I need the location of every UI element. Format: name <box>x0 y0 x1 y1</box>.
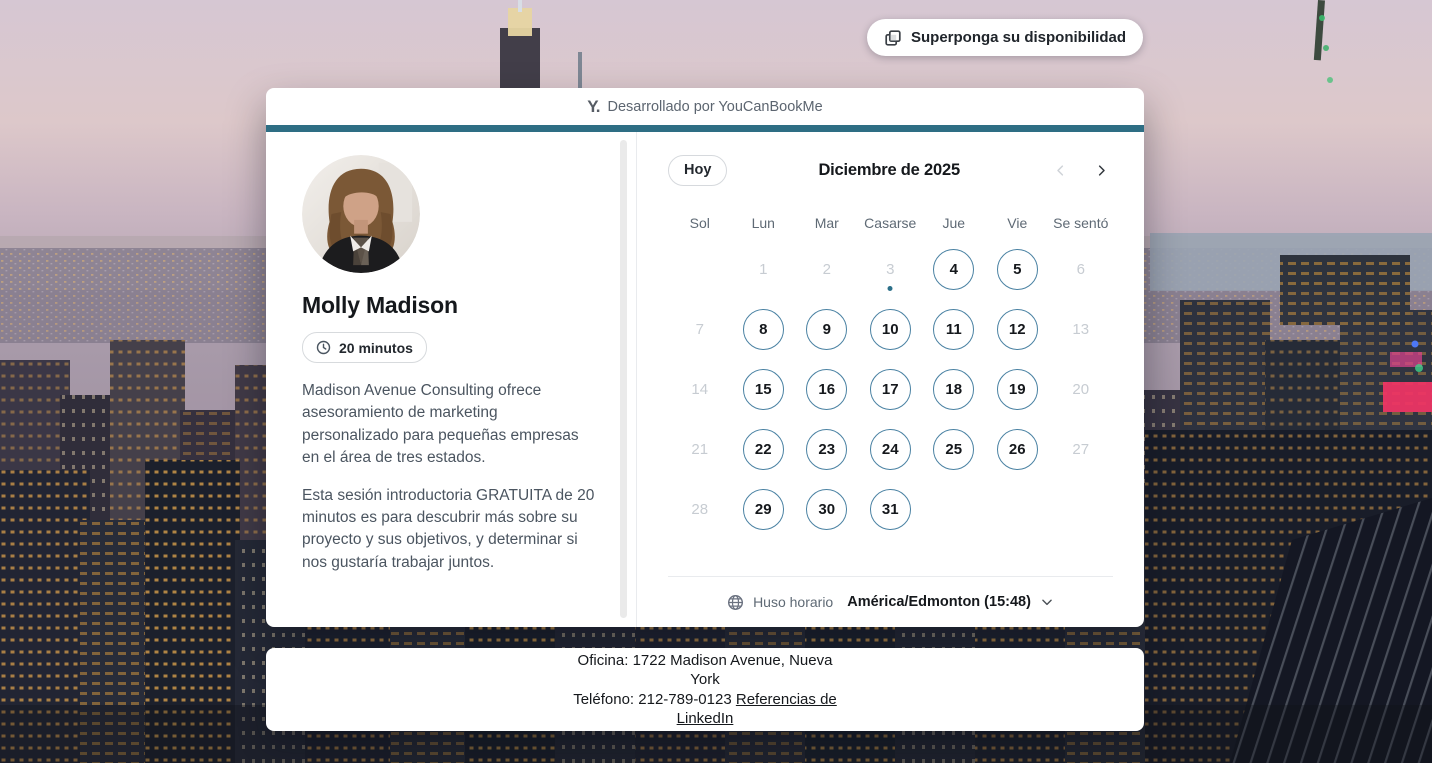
booking-card <box>266 88 1144 627</box>
duration-label: 20 minutos <box>339 339 413 356</box>
weekday-label: Sol <box>689 215 710 231</box>
month-title: Diciembre de 2025 <box>818 160 960 179</box>
next-month-button[interactable] <box>1092 161 1111 180</box>
calendar-cell <box>1049 479 1113 539</box>
weekday-label: Casarse <box>864 215 917 231</box>
linkedin-references-link[interactable]: Referencias de LinkedIn <box>676 690 837 727</box>
timezone-selector[interactable] <box>637 577 1144 627</box>
day-1-disabled: 1 <box>759 260 768 278</box>
day-17-available[interactable]: 17 <box>870 369 911 410</box>
day-3-disabled: 3 <box>886 260 895 278</box>
calendar-cell <box>859 299 923 359</box>
day-5-available[interactable]: 5 <box>997 249 1038 290</box>
day-28-disabled: 28 <box>691 500 709 518</box>
calendar-cell <box>732 419 796 479</box>
chevron-down-icon <box>1040 595 1054 609</box>
powered-by-text: Desarrollado por YouCanBookMe <box>607 98 823 115</box>
calendar-cell <box>668 239 732 299</box>
phone-number: Teléfono: 212-789-0123 <box>573 690 732 708</box>
weekday-row <box>668 215 1144 231</box>
profile-description-1: Madison Avenue Consulting ofrece asesoramiento de marketing personalizado para pequeñas empresas en el área de tres estados. <box>302 382 579 467</box>
calendar-cell <box>986 299 1050 359</box>
calendar-cell <box>668 479 732 539</box>
calendar-cell <box>986 359 1050 419</box>
youcanbookme-logo-icon: Y. <box>587 96 600 116</box>
calendar-cell <box>922 299 986 359</box>
calendar-cell <box>732 299 796 359</box>
overlay-squares-icon <box>884 29 902 47</box>
day-11-available[interactable]: 11 <box>933 309 974 350</box>
day-6-disabled: 6 <box>1076 260 1085 278</box>
calendar-cell <box>1049 299 1113 359</box>
calendar-cell <box>732 239 796 299</box>
calendar-cell <box>859 239 923 299</box>
contact-info <box>562 651 848 729</box>
day-19-available[interactable]: 19 <box>997 369 1038 410</box>
calendar-cell <box>986 419 1050 479</box>
day-2-disabled: 2 <box>822 260 831 278</box>
day-15-available[interactable]: 15 <box>743 369 784 410</box>
prev-month-button[interactable] <box>1051 161 1070 180</box>
day-14-disabled: 14 <box>691 380 709 398</box>
calendar-cell <box>922 479 986 539</box>
day-7-disabled: 7 <box>695 320 704 338</box>
calendar-cell <box>795 479 859 539</box>
day-26-available[interactable]: 26 <box>997 429 1038 470</box>
profile-scrollbar[interactable] <box>620 140 627 618</box>
today-button[interactable]: Hoy <box>668 155 727 186</box>
calendar-cell <box>922 419 986 479</box>
day-23-available[interactable]: 23 <box>806 429 847 470</box>
calendar-cell <box>1049 419 1113 479</box>
day-31-available[interactable]: 31 <box>870 489 911 530</box>
day-16-available[interactable]: 16 <box>806 369 847 410</box>
calendar-cell <box>732 359 796 419</box>
profile-description-2: Esta sesión introductoria GRATUITA de 20 minutos es para descubrir más sobre su proyecto y sus objetivos, y determinar si nos gustaría trabajar juntos. <box>302 486 595 571</box>
weekday-label: Lun <box>751 215 775 231</box>
day-20-disabled: 20 <box>1072 380 1090 398</box>
day-12-available[interactable]: 12 <box>997 309 1038 350</box>
timezone-value: América/Edmonton (15:48) <box>847 594 1031 610</box>
calendar-cell <box>922 239 986 299</box>
calendar-cell <box>795 299 859 359</box>
day-10-available[interactable]: 10 <box>870 309 911 350</box>
calendar-cell <box>732 479 796 539</box>
calendar-panel <box>637 132 1144 627</box>
day-18-available[interactable]: 18 <box>933 369 974 410</box>
overlay-availability-label: Superponga su disponibilidad <box>910 29 1126 46</box>
calendar-cell <box>1049 359 1113 419</box>
day-21-disabled: 21 <box>691 440 709 458</box>
calendar-cell <box>986 239 1050 299</box>
calendar-grid <box>668 239 1144 539</box>
contact-footer-card <box>266 648 1144 731</box>
weekday-label: Jue <box>942 215 966 231</box>
accent-bar <box>266 125 1144 132</box>
avatar <box>302 155 420 273</box>
profile-panel <box>266 132 637 627</box>
calendar-cell <box>795 359 859 419</box>
day-9-available[interactable]: 9 <box>806 309 847 350</box>
weekday-label: Se sentó <box>1053 215 1109 231</box>
today-dot <box>888 286 893 291</box>
day-24-available[interactable]: 24 <box>870 429 911 470</box>
calendar-cell <box>922 359 986 419</box>
globe-icon <box>727 594 744 611</box>
weekday-label: Vie <box>1007 215 1028 231</box>
calendar-cell <box>986 479 1050 539</box>
office-address: Oficina: 1722 Madison Avenue, Nueva York <box>577 651 833 688</box>
calendar-cell <box>668 299 732 359</box>
duration-badge <box>302 332 427 363</box>
day-27-disabled: 27 <box>1072 440 1090 458</box>
calendar-cell <box>859 479 923 539</box>
day-4-available[interactable]: 4 <box>933 249 974 290</box>
day-25-available[interactable]: 25 <box>933 429 974 470</box>
calendar-cell <box>859 419 923 479</box>
timezone-label: Huso horario <box>753 594 834 610</box>
calendar-cell <box>668 419 732 479</box>
overlay-availability-button[interactable] <box>867 19 1143 56</box>
calendar-cell <box>795 419 859 479</box>
calendar-cell <box>859 359 923 419</box>
day-8-available[interactable]: 8 <box>743 309 784 350</box>
powered-by-header <box>266 88 1144 125</box>
day-22-available[interactable]: 22 <box>743 429 784 470</box>
calendar-cell <box>1049 239 1113 299</box>
profile-name: Molly Madison <box>302 292 458 318</box>
calendar-cell <box>795 239 859 299</box>
weekday-label: Mar <box>814 215 839 231</box>
calendar-header <box>668 154 1113 186</box>
clock-icon <box>316 340 331 355</box>
calendar-cell <box>668 359 732 419</box>
day-29-available[interactable]: 29 <box>743 489 784 530</box>
day-13-disabled: 13 <box>1072 320 1090 338</box>
day-30-available[interactable]: 30 <box>806 489 847 530</box>
